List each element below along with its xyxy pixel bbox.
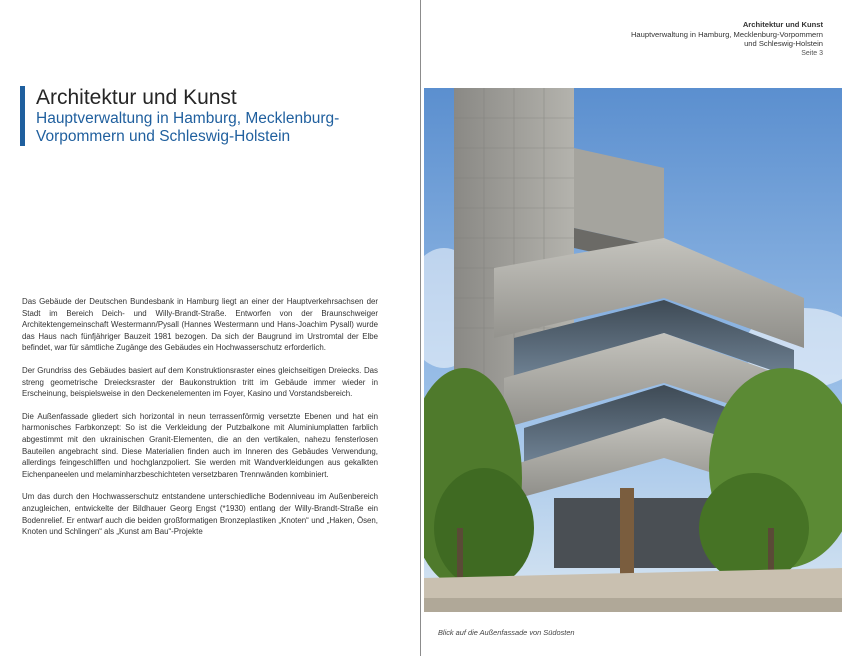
- running-header: [631, 20, 823, 58]
- body-text: [22, 296, 378, 549]
- header-subtitle-line-1: Hauptverwaltung in Hamburg, Mecklenburg-Vorpommern: [630, 29, 823, 39]
- paragraph-1: Das Gebäude der Deutschen Bundesbank in Hamburg liegt an einer der Hauptverkehrsachsen der Stadt im Bereich Deich- und Willy-Brandt-Straße. Entworfen von der Braunschweiger Architektengemeinschaft Westermann/Pysall (Hannes Westermann und Hans-Joachim Pysall) wurde das Haus nach fünfjähriger Bauzeit 1981 bezogen. Da sich der Baugrund im Urstromtal der Elbe befindet, war für sämtliche Zugänge des Gebäudes ein Hochwasserschutz erforderlich.: [22, 297, 378, 353]
- left-page: [0, 0, 420, 656]
- photo-caption: Blick auf die Außenfassade von Südosten: [438, 628, 575, 637]
- page-number: Seite 3: [801, 49, 823, 57]
- page-divider: [420, 0, 421, 656]
- paragraph-2: Der Grundriss des Gebäudes basiert auf dem Konstruktionsraster eines gleichseitigen Dreiecks. Das streng geometrische Dreiecksraster der Baukonstruktion tritt im Gebäude immer wieder in Erscheinung, beispielsweise in den Deckenelementen im Foyer, Kasino und Vorstandsbereich.: [22, 365, 378, 399]
- title-block: [20, 86, 396, 146]
- right-page: [422, 0, 843, 656]
- paragraph-4: Um das durch den Hochwasserschutz entstandene unterschiedliche Bodenniveau im Außenbereich anzugleichen, entwickelte der Bildhauer Georg Engst (*1930) entlang der Willy-Brandt-Straße ein Bodenrelief. Er entwarf auch die beiden großformatigen Bronzeplastiken „Knoten“ und „Haken, Ösen, Knoten und Schlingen“ als „Kunst am Bau“-Projekte: [22, 492, 378, 537]
- page-title: Architektur und Kunst: [36, 86, 237, 109]
- building-photo: [424, 88, 842, 612]
- paragraph-3: Die Außenfassade gliedert sich horizontal in neun terrassenförmig versetzte Ebenen und hat ein harmonisches Farbkonzept: So ist die Verkleidung der Putzbalkone mit Aluminiumplatten farblich abgestimmt mit den ukrainischen Granit-Elementen, die an den vertikalen, nahezu fensterlosen Bauteilen angebracht sind. Diese Materialien finden auch im Inneren des Gebäudes Verwendung, allerdings feingeschliffen und hochglanzpoliert. Sie werden mit Wandverkleidungen aus gekalkten Eichenpaneelen und melaminharzbeschichteten versetzbaren Trennwänden kombiniert.: [22, 411, 378, 479]
- page-subtitle: Hauptverwaltung in Hamburg, Mecklenburg-Vorpommern und Schleswig-Holstein: [36, 110, 340, 145]
- header-subtitle-line-2: und Schleswig-Holstein: [744, 39, 823, 48]
- header-title: Architektur und Kunst: [742, 20, 823, 29]
